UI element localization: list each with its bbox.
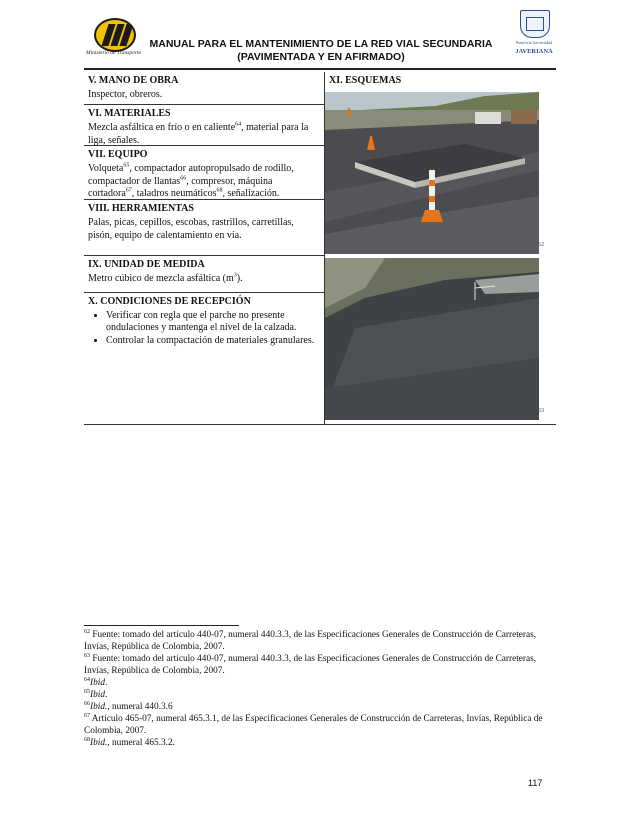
- right-column: [325, 72, 556, 424]
- footnote: $^{67}$ Artículo 465-07, numeral 465.3.1, de las Especificaciones Generales de Construcción de Carreteras, Invías, República de Colombia, 2007.: [84, 712, 543, 736]
- document-title-line1: MANUAL PARA EL MANTENIMIENTO DE LA RED VIAL SECUNDARIA: [149, 38, 493, 50]
- footnote-ref[interactable]: 65: [123, 162, 130, 169]
- footnotes: [84, 629, 556, 749]
- section-title: VII. EQUIPO: [88, 149, 148, 160]
- footnote-ref[interactable]: 64: [235, 121, 242, 128]
- footnote-divider: [84, 625, 239, 626]
- section-title: VIII. HERRAMIENTAS: [88, 203, 194, 214]
- footnote: $^{66}$Ibid., numeral 440.3.6: [84, 700, 173, 712]
- section-title: V. MANO DE OBRA: [88, 75, 179, 86]
- section-condiciones-recepcion: [84, 293, 324, 424]
- university-name: JAVERIANA: [515, 48, 553, 55]
- section-title: XI. ESQUEMAS: [329, 75, 402, 86]
- footnote: $^{63}$ Fuente: tomado del artículo 440-07, numeral 440.3.3, de las Especificaciones Generales de Construcción de Carreteras, Invías, República de Colombia, 2007.: [84, 652, 537, 676]
- section-title: VI. MATERIALES: [88, 108, 171, 119]
- university-shield-icon: [520, 10, 550, 38]
- footnote-ref[interactable]: 68: [216, 187, 223, 194]
- section-text: Inspector, obreros.: [88, 89, 163, 100]
- list-item: • Verificar con regla que el parche no presente ondulaciones y mantenga el nivel de la calzada.: [106, 310, 324, 334]
- section-herramientas: [84, 200, 324, 256]
- header-divider: [84, 68, 556, 70]
- university-logo: [514, 10, 554, 62]
- left-column: [84, 72, 325, 424]
- section-text: Palas, picas, cepillos, escobas, rastrillos, carretillas, pisón, equipo de calentamiento en vía.: [88, 217, 294, 241]
- patch-photo-1: [325, 92, 539, 254]
- figure-number: 63: [538, 408, 544, 414]
- section-title: IX. UNIDAD DE MEDIDA: [88, 259, 205, 270]
- section-title: X. CONDICIONES DE RECEPCIÓN: [88, 296, 251, 307]
- document-title-line2: (PAVIMENTADA Y EN AFIRMADO): [237, 51, 405, 63]
- section-text: Mezcla asfáltica en frío o en caliente$^{64}$, material para la liga, señales.: [88, 121, 309, 146]
- university-small-text: Pontificia Universidad: [515, 40, 553, 45]
- section-equipo: [84, 146, 324, 200]
- section-unidad-de-medida: [84, 256, 324, 293]
- document-title: [140, 38, 502, 64]
- page-number: 117: [528, 778, 543, 788]
- ministry-logo-icon: [94, 18, 136, 52]
- section-mano-de-obra: [84, 72, 324, 105]
- section-materiales: [84, 105, 324, 146]
- footnote: $^{65}$Ibid.: [84, 688, 108, 700]
- section-text: Metro cúbico de mezcla asfáltica $(m^3)$.: [88, 272, 243, 284]
- ministry-caption: Ministerio de Transporte: [86, 50, 142, 56]
- footnote: $^{64}$Ibid.: [84, 676, 108, 688]
- footnote-ref[interactable]: 67: [125, 187, 132, 194]
- specification-table: [84, 72, 556, 425]
- footnote-ref[interactable]: 66: [180, 175, 187, 182]
- list-item: • Controlar la compactación de materiales granulares.: [106, 335, 324, 347]
- footnote: $^{62}$ Fuente: tomado del artículo 440-07, numeral 440.3.3, de las Especificaciones Generales de Construcción de Carreteras, Invías, República de Colombia, 2007.: [84, 628, 537, 652]
- reception-conditions-list: [84, 310, 324, 347]
- footnote: $^{68}$Ibid., numeral 465.3.2.: [84, 736, 175, 748]
- section-text: Volqueta$^{65}$, compactador autopropulsado de rodillo, compactador de llantas$^{66}$, compresor, máquina cortadora$^{67}$, taladros neumáticos$^{68}$, señalización.: [88, 162, 294, 199]
- figure-number: 62: [538, 242, 544, 248]
- patch-photo-2: [325, 258, 539, 420]
